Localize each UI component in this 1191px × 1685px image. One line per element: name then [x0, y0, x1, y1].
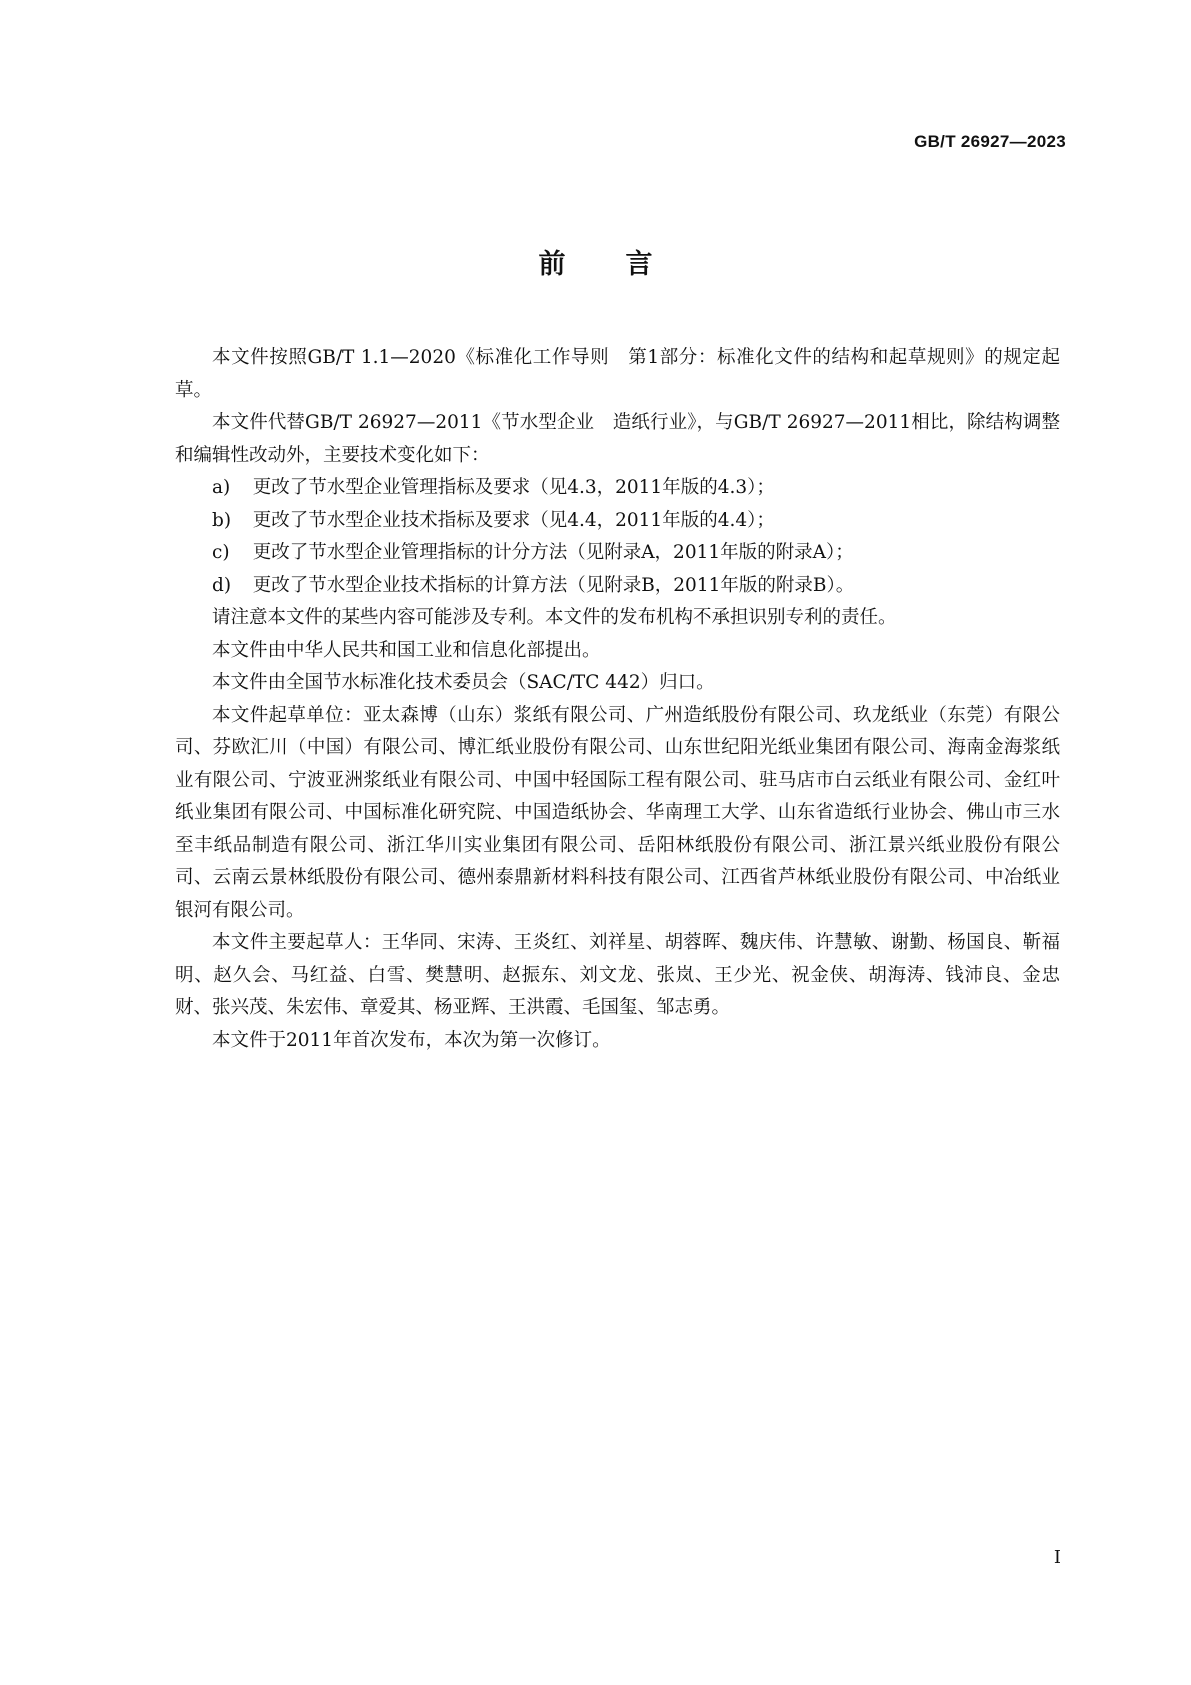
paragraph-replacement: 本文件代替GB/T 26927—2011《节水型企业 造纸行业》，与GB/T 26927—2011相比，除结构调整和编辑性改动外，主要技术变化如下：: [175, 412, 1060, 466]
paragraph-patent-notice: 请注意本文件的某些内容可能涉及专利。本文件的发布机构不承担识别专利的责任。: [212, 607, 897, 628]
list-item-label: c): [212, 542, 230, 563]
paragraph-drafters: 本文件主要起草人：王华同、宋涛、王炎红、刘祥星、胡蓉晖、魏庆伟、许慧敏、谢勤、杨国良、靳福明、赵久会、马红益、白雪、樊慧明、赵振东、刘文龙、张岚、王少光、祝金侠、胡海涛、钱沛良、金忠财、张兴茂、朱宏伟、章爱其、杨亚辉、王洪霞、毛国玺、邹志勇。: [175, 932, 1060, 1018]
list-item: [175, 570, 1060, 603]
page-number: I: [1053, 1547, 1061, 1568]
list-item-label: a): [212, 477, 231, 498]
list-item-text: 更改了节水型企业技术指标的计算方法（见附录B，2011年版的附录B）。: [252, 574, 855, 596]
list-item: [175, 505, 1060, 538]
list-item-label: b): [212, 509, 232, 531]
paragraph-committee: 本文件由全国节水标准化技术委员会（SAC/TC 442）归口。: [212, 672, 715, 693]
list-item: [175, 472, 1060, 505]
list-item: [175, 537, 1060, 570]
paragraph-drafting-rules: 本文件按照GB/T 1.1—2020《标准化工作导则 第1部分：标准化文件的结构和起草规则》的规定起草。: [175, 347, 1060, 401]
standard-code: GB/T 26927—2023: [914, 132, 1066, 151]
list-item-text: 更改了节水型企业技术指标及要求（见4.4，2011年版的4.4）；: [252, 509, 775, 531]
paragraph-drafting-units: 本文件起草单位：亚太森博（山东）浆纸有限公司、广州造纸股份有限公司、玖龙纸业（东莞）有限公司、芬欧汇川（中国）有限公司、博汇纸业股份有限公司、山东世纪阳光纸业集团有限公司、海南金海浆纸业有限公司、宁波亚洲浆纸业有限公司、中国中轻国际工程有限公司、驻马店市白云纸业有限公司、金红叶纸业集团有限公司、中国标准化研究院、中国造纸协会、华南理工大学、山东省造纸行业协会、佛山市三水至丰纸品制造有限公司、浙江华川实业集团有限公司、岳阳林纸股份有限公司、浙江景兴纸业股份有限公司、云南云景林纸股份有限公司、德州泰鼎新材料科技有限公司、江西省芦林纸业股份有限公司、中冶纸业银河有限公司。: [175, 704, 1060, 921]
list-item-text: 更改了节水型企业管理指标及要求（见4.3，2011年版的4.3）；: [252, 477, 775, 498]
list-item-text: 更改了节水型企业管理指标的计分方法（见附录A，2011年版的附录A）；: [252, 542, 854, 563]
list-item-label: d): [212, 574, 232, 596]
paragraph-proposer: 本文件由中华人民共和国工业和信息化部提出。: [212, 639, 601, 661]
paragraph-history: 本文件于2011年首次发布，本次为第一次修订。: [212, 1029, 611, 1051]
foreword-body: [175, 342, 1060, 1057]
page-title: 前言: [538, 249, 713, 280]
